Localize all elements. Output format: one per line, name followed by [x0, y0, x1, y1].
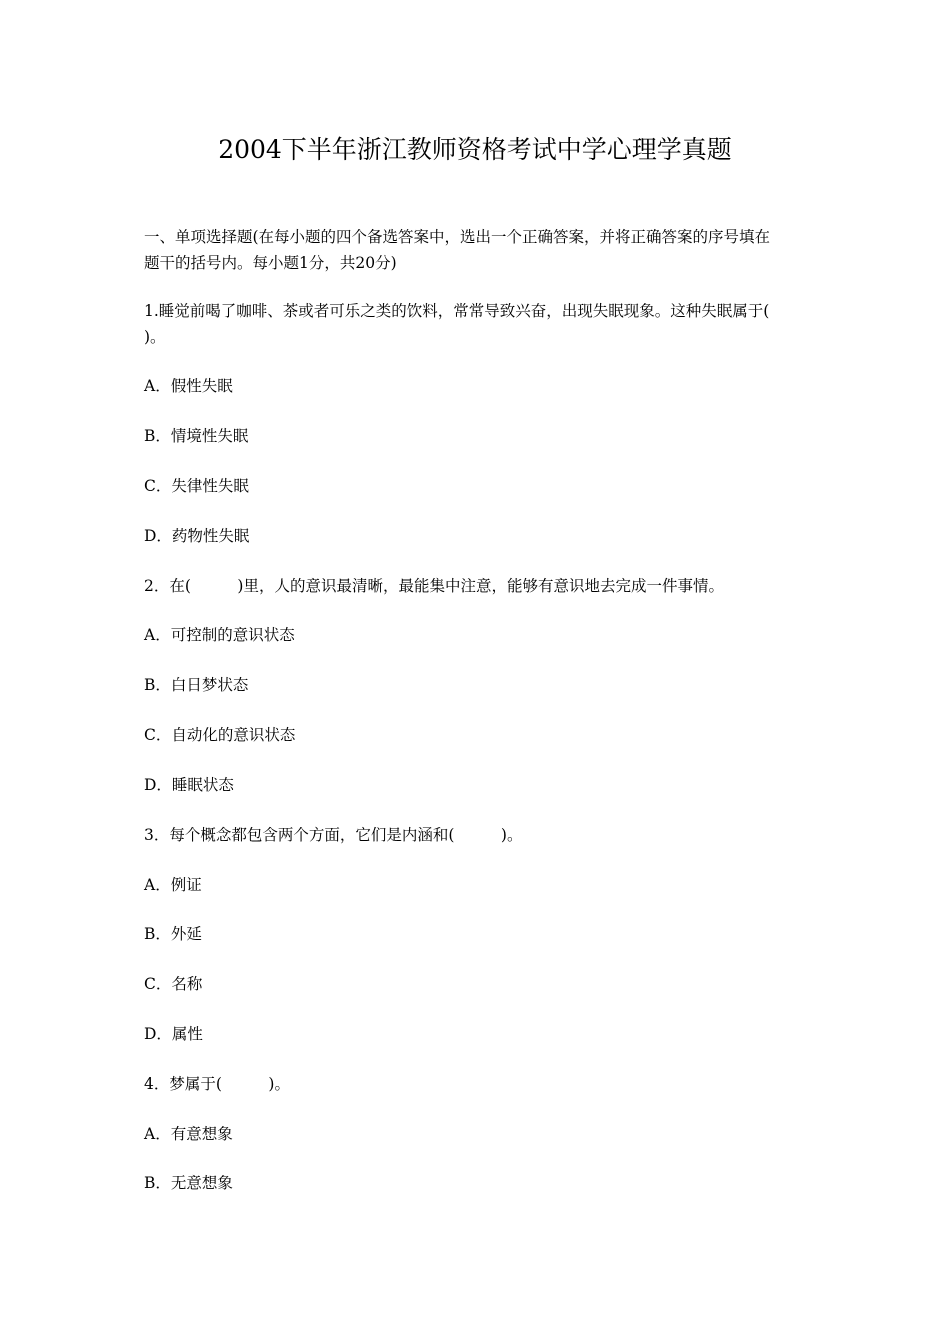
- question-2-option-a: A．可控制的意识状态: [144, 626, 295, 644]
- question-1-option-d: D．药物性失眠: [144, 527, 250, 545]
- question-3-option-d: D．属性: [144, 1025, 203, 1043]
- section-heading-line-2: 题干的括号内。每小题1分，共20分): [144, 254, 397, 272]
- question-3-option-c: C．名称: [144, 975, 203, 993]
- page-title: 2004下半年浙江教师资格考试中学心理学真题: [218, 135, 732, 164]
- question-1-option-c: C．失律性失眠: [144, 477, 249, 495]
- question-4-stem: 4．梦属于( )。: [144, 1075, 290, 1093]
- question-4-option-a: A．有意想象: [144, 1125, 233, 1143]
- question-3-stem: 3．每个概念都包含两个方面，它们是内涵和( )。: [144, 826, 523, 844]
- question-2-option-d: D．睡眠状态: [144, 776, 234, 794]
- question-2-stem: 2．在( )里，人的意识最清晰，最能集中注意，能够有意识地去完成一件事情。: [144, 577, 724, 595]
- section-heading-line-1: 一、单项选择题(在每小题的四个备选答案中，选出一个正确答案，并将正确答案的序号填在: [144, 228, 771, 246]
- question-3-option-a: A．例证: [144, 876, 202, 894]
- question-4-option-b: B．无意想象: [144, 1174, 233, 1192]
- question-3-option-b: B．外延: [144, 925, 202, 943]
- question-2-option-c: C．自动化的意识状态: [144, 726, 296, 744]
- question-1-stem-line-2: )。: [144, 328, 166, 346]
- question-1-option-b: B．情境性失眠: [144, 427, 249, 445]
- question-1-option-a: A．假性失眠: [144, 377, 233, 395]
- question-2-option-b: B．白日梦状态: [144, 676, 249, 694]
- question-1-stem-line-1: 1.睡觉前喝了咖啡、茶或者可乐之类的饮料，常常导致兴奋，出现失眠现象。这种失眠属于(: [144, 302, 770, 320]
